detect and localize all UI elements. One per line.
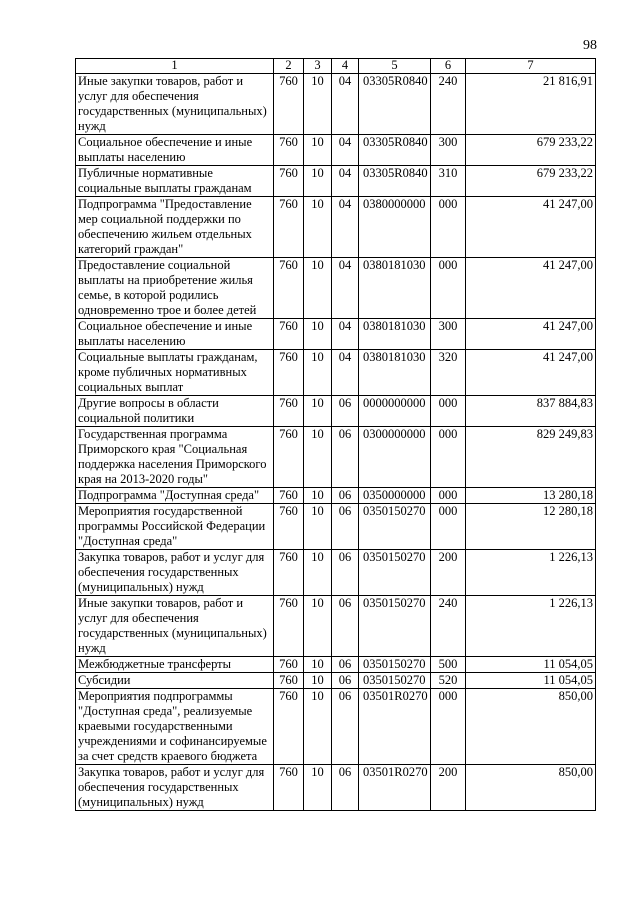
row-code-c4: 04: [332, 258, 359, 319]
row-code-c5: 0380181030: [359, 319, 431, 350]
row-name: Субсидии: [76, 673, 274, 689]
row-code-c2: 760: [274, 673, 304, 689]
row-code-c3: 10: [304, 166, 332, 197]
table-row: [76, 550, 596, 596]
row-code-c3: 10: [304, 258, 332, 319]
row-code-c6: 520: [431, 673, 466, 689]
row-code-c6: 320: [431, 350, 466, 396]
row-amount: 850,00: [466, 689, 596, 765]
row-code-c4: 04: [332, 350, 359, 396]
row-code-c3: 10: [304, 396, 332, 427]
row-name: Другие вопросы в области социальной политики: [76, 396, 274, 427]
row-code-c4: 06: [332, 657, 359, 673]
row-name: Подпрограмма "Доступная среда": [76, 488, 274, 504]
row-code-c3: 10: [304, 74, 332, 135]
row-code-c5: 03305R0840: [359, 135, 431, 166]
table-row: [76, 657, 596, 673]
row-code-c6: 000: [431, 396, 466, 427]
table-row: [76, 319, 596, 350]
row-code-c5: 0000000000: [359, 396, 431, 427]
row-code-c3: 10: [304, 427, 332, 488]
row-amount: 11 054,05: [466, 673, 596, 689]
row-code-c5: 0380181030: [359, 350, 431, 396]
row-code-c2: 760: [274, 135, 304, 166]
table-header-row: [76, 59, 596, 74]
table-row: [76, 74, 596, 135]
row-code-c5: 0350000000: [359, 488, 431, 504]
row-name: Государственная программа Приморского края "Социальная поддержка населения Приморского края на 2013-2020 годы": [76, 427, 274, 488]
row-code-c5: 0380181030: [359, 258, 431, 319]
row-code-c6: 240: [431, 596, 466, 657]
table-row: [76, 258, 596, 319]
table-row: [76, 765, 596, 811]
row-amount: 829 249,83: [466, 427, 596, 488]
row-code-c2: 760: [274, 197, 304, 258]
row-code-c4: 06: [332, 504, 359, 550]
row-code-c5: 0350150270: [359, 673, 431, 689]
row-name: Социальное обеспечение и иные выплаты населению: [76, 319, 274, 350]
column-header: 1: [76, 59, 274, 74]
row-code-c2: 760: [274, 488, 304, 504]
row-amount: 41 247,00: [466, 197, 596, 258]
row-code-c2: 760: [274, 657, 304, 673]
row-name: Социальное обеспечение и иные выплаты населению: [76, 135, 274, 166]
row-name: Иные закупки товаров, работ и услуг для обеспечения государственных (муниципальных) нужд: [76, 74, 274, 135]
row-code-c3: 10: [304, 550, 332, 596]
table-row: [76, 197, 596, 258]
row-code-c5: 0350150270: [359, 550, 431, 596]
row-code-c3: 10: [304, 135, 332, 166]
row-code-c5: 03305R0840: [359, 74, 431, 135]
table-row: [76, 689, 596, 765]
row-code-c3: 10: [304, 350, 332, 396]
row-name: Мероприятия государственной программы Российской Федерации "Доступная среда": [76, 504, 274, 550]
row-code-c5: 0300000000: [359, 427, 431, 488]
row-amount: 13 280,18: [466, 488, 596, 504]
row-code-c6: 300: [431, 135, 466, 166]
row-code-c3: 10: [304, 657, 332, 673]
row-code-c2: 760: [274, 166, 304, 197]
row-amount: 12 280,18: [466, 504, 596, 550]
row-code-c6: 200: [431, 765, 466, 811]
row-amount: 1 226,13: [466, 596, 596, 657]
row-code-c2: 760: [274, 550, 304, 596]
row-amount: 679 233,22: [466, 166, 596, 197]
row-amount: 41 247,00: [466, 319, 596, 350]
row-code-c3: 10: [304, 488, 332, 504]
table-row: [76, 596, 596, 657]
row-code-c5: 03305R0840: [359, 166, 431, 197]
row-code-c4: 06: [332, 596, 359, 657]
row-code-c5: 0380000000: [359, 197, 431, 258]
row-code-c6: 000: [431, 488, 466, 504]
row-name: Иные закупки товаров, работ и услуг для обеспечения государственных (муниципальных) нужд: [76, 596, 274, 657]
page-number: 98: [583, 38, 597, 53]
column-header: 7: [466, 59, 596, 74]
row-code-c2: 760: [274, 396, 304, 427]
row-code-c4: 04: [332, 319, 359, 350]
row-code-c5: 03501R0270: [359, 765, 431, 811]
row-code-c6: 300: [431, 319, 466, 350]
row-amount: 837 884,83: [466, 396, 596, 427]
row-code-c4: 04: [332, 135, 359, 166]
row-name: Закупка товаров, работ и услуг для обеспечения государственных (муниципальных) нужд: [76, 765, 274, 811]
row-code-c6: 000: [431, 689, 466, 765]
row-name: Межбюджетные трансферты: [76, 657, 274, 673]
table-row: [76, 135, 596, 166]
column-header: 6: [431, 59, 466, 74]
row-name: Социальные выплаты гражданам, кроме публичных нормативных социальных выплат: [76, 350, 274, 396]
row-code-c2: 760: [274, 765, 304, 811]
row-amount: 41 247,00: [466, 350, 596, 396]
row-name: Подпрограмма "Предоставление мер социальной поддержки по обеспечению жильем отдельных категорий граждан": [76, 197, 274, 258]
row-code-c5: 03501R0270: [359, 689, 431, 765]
table-row: [76, 673, 596, 689]
row-code-c6: 200: [431, 550, 466, 596]
row-code-c4: 04: [332, 74, 359, 135]
column-header: 2: [274, 59, 304, 74]
row-code-c4: 06: [332, 673, 359, 689]
row-name: Закупка товаров, работ и услуг для обеспечения государственных (муниципальных) нужд: [76, 550, 274, 596]
row-code-c6: 000: [431, 427, 466, 488]
row-code-c2: 760: [274, 596, 304, 657]
table-row: [76, 427, 596, 488]
row-code-c3: 10: [304, 197, 332, 258]
table-row: [76, 488, 596, 504]
row-amount: 41 247,00: [466, 258, 596, 319]
row-code-c3: 10: [304, 765, 332, 811]
row-code-c3: 10: [304, 596, 332, 657]
column-header: 5: [359, 59, 431, 74]
row-code-c4: 04: [332, 197, 359, 258]
row-code-c4: 06: [332, 396, 359, 427]
row-code-c4: 06: [332, 765, 359, 811]
row-code-c6: 000: [431, 197, 466, 258]
row-amount: 11 054,05: [466, 657, 596, 673]
row-code-c2: 760: [274, 504, 304, 550]
column-header: 4: [332, 59, 359, 74]
row-amount: 850,00: [466, 765, 596, 811]
row-code-c2: 760: [274, 350, 304, 396]
row-code-c2: 760: [274, 258, 304, 319]
row-code-c3: 10: [304, 319, 332, 350]
row-code-c6: 000: [431, 258, 466, 319]
row-name: Мероприятия подпрограммы "Доступная среда", реализуемые краевыми государственными учреждениями и софинансируемые за счет средств краевого бюджета: [76, 689, 274, 765]
row-code-c2: 760: [274, 427, 304, 488]
row-code-c4: 06: [332, 689, 359, 765]
row-code-c3: 10: [304, 689, 332, 765]
row-code-c4: 06: [332, 488, 359, 504]
table-row: [76, 504, 596, 550]
row-code-c4: 06: [332, 427, 359, 488]
column-header: 3: [304, 59, 332, 74]
row-amount: 679 233,22: [466, 135, 596, 166]
row-code-c6: 240: [431, 74, 466, 135]
row-name: Публичные нормативные социальные выплаты гражданам: [76, 166, 274, 197]
row-code-c2: 760: [274, 319, 304, 350]
row-code-c2: 760: [274, 74, 304, 135]
row-code-c3: 10: [304, 673, 332, 689]
row-code-c4: 06: [332, 550, 359, 596]
row-code-c5: 0350150270: [359, 504, 431, 550]
row-code-c3: 10: [304, 504, 332, 550]
budget-table: [75, 58, 596, 811]
row-code-c6: 000: [431, 504, 466, 550]
row-code-c5: 0350150270: [359, 596, 431, 657]
row-code-c6: 310: [431, 166, 466, 197]
row-code-c4: 04: [332, 166, 359, 197]
row-name: Предоставление социальной выплаты на приобретение жилья семье, в которой родились одновременно трое и более детей: [76, 258, 274, 319]
row-code-c6: 500: [431, 657, 466, 673]
table-row: [76, 396, 596, 427]
row-code-c5: 0350150270: [359, 657, 431, 673]
table-row: [76, 350, 596, 396]
row-amount: 1 226,13: [466, 550, 596, 596]
row-code-c2: 760: [274, 689, 304, 765]
row-amount: 21 816,91: [466, 74, 596, 135]
table-row: [76, 166, 596, 197]
